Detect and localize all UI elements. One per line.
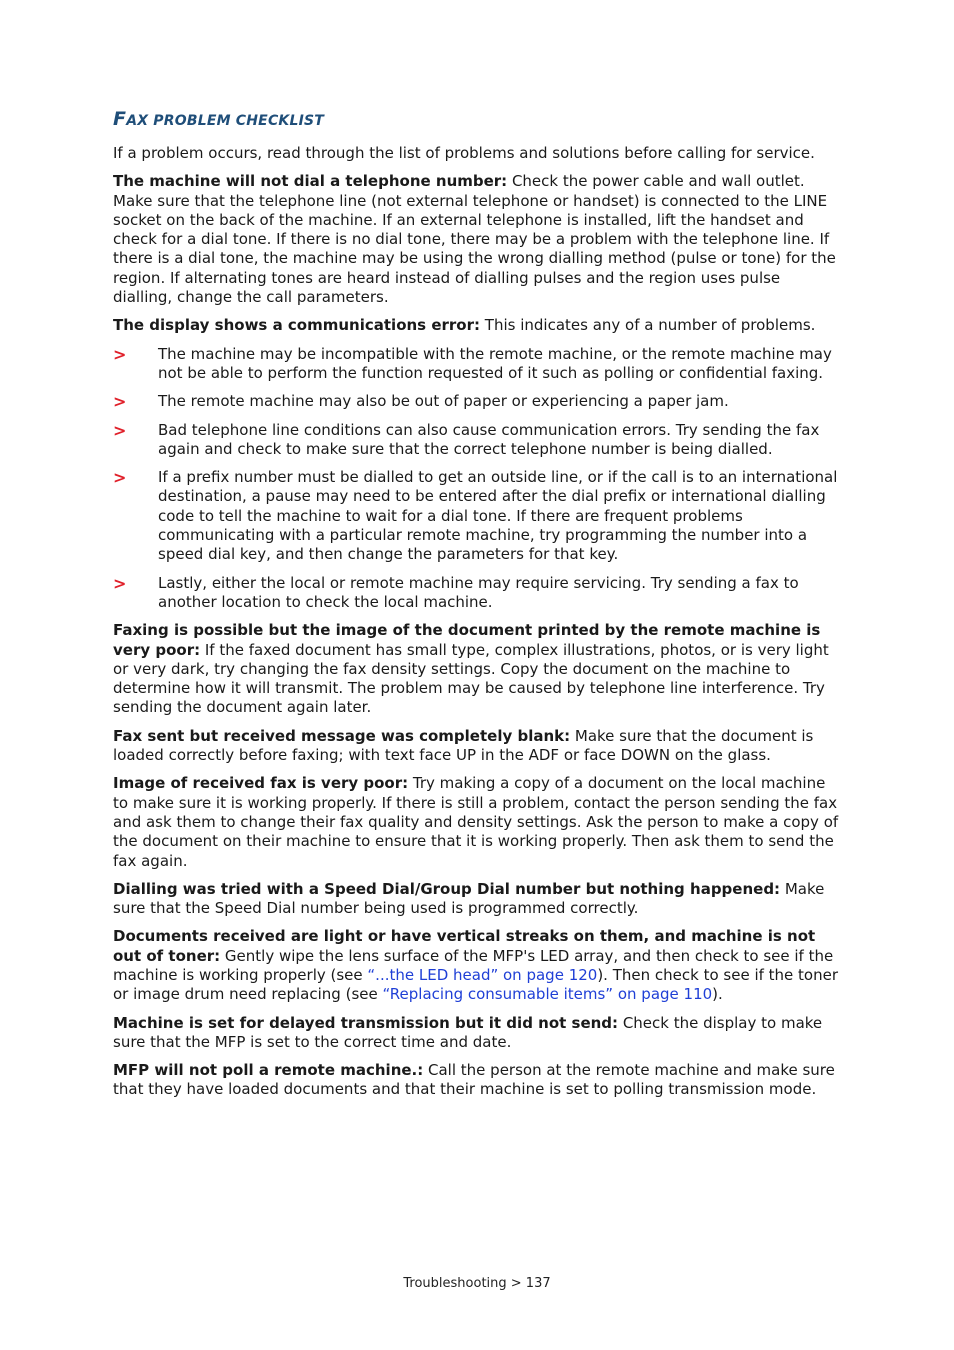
problem-paragraph [113, 774, 843, 870]
problem-heading: Fax sent but received message was completely blank: [113, 726, 571, 745]
problem-paragraph [113, 727, 843, 766]
problem-heading: Faxing is possible but the image of the document printed by the remote machine is very poor: [113, 621, 821, 659]
problem-heading: Documents received are light or have vertical streaks on them, and machine is not out of toner: [113, 927, 816, 965]
bullet-arrow-icon: > [113, 468, 127, 488]
problem-text: Call the person at the remote machine and make sure that they have loaded documents and that their machine is set to polling transmission mode. [113, 1061, 835, 1099]
list-item-text: Lastly, either the local or remote machine may require servicing. Try sending a fax to another location to check the local machine. [158, 573, 799, 611]
problem-paragraph [113, 880, 843, 919]
page-title [113, 108, 843, 130]
intro-paragraph: If a problem occurs, read through the list of problems and solutions before calling for service. [113, 144, 815, 162]
bullet-arrow-icon: > [113, 344, 127, 364]
problem-text: Make sure that the Speed Dial number being used is programmed correctly. [113, 879, 825, 918]
list-item-text: Bad telephone line conditions can also cause communication errors. Try sending the fax again and check to make sure that the correct telephone number is being dialled. [158, 420, 820, 458]
bullet-arrow-icon: > [113, 573, 127, 593]
list-item [113, 468, 843, 564]
problem-heading: The machine will not dial a telephone number: [113, 172, 508, 191]
problem-paragraph [113, 316, 843, 335]
problem-text: Gently wipe the lens surface of the MFP's LED array, and then check to see if the machine is working properly (see [113, 946, 834, 984]
problem-heading: Image of received fax is very poor: [113, 774, 409, 793]
bullet-arrow-icon: > [113, 420, 127, 440]
list-item [113, 392, 843, 411]
problem-paragraph [113, 927, 843, 1004]
list-item [113, 421, 843, 460]
bullet-list [113, 345, 843, 613]
problem-paragraph [113, 1061, 843, 1100]
problem-paragraph [113, 172, 843, 307]
bullet-arrow-icon: > [113, 392, 127, 412]
problem-heading: Dialling was tried with a Speed Dial/Group Dial number but nothing happened: [113, 879, 781, 898]
title-initial: F [113, 108, 127, 130]
led-head-link[interactable]: “...the LED head” on page 120 [367, 965, 598, 984]
list-item-text: If a prefix number must be dialled to get an outside line, or if the call is to an international destination, a pause may need to be entered after the dial prefix or international dialling code to tell the machine to wait for a dial tone. If there are frequent problems communicating with a particular remote machine, try programming the number into a speed dial key, and then change the parameters for that key. [158, 468, 838, 564]
list-item-text: The remote machine may also be out of paper or experiencing a paper jam. [158, 392, 729, 411]
problem-text: ). Then check to see if the toner or image drum need replacing (see [113, 965, 839, 1004]
problem-heading: MFP will not poll a remote machine.: [113, 1061, 424, 1080]
list-item [113, 574, 843, 613]
problem-text: Make sure that the document is loaded correctly before faxing; with text face UP in the ADF or face DOWN on the glass. [113, 726, 814, 765]
page-footer: Troubleshooting > 137 [403, 1276, 551, 1291]
problem-text: If the faxed document has small type, complex illustrations, photos, or is very light or very dark, try changing the fax density settings. Copy the document on the machine to determine how it will transmit. The problem may be caused by telephone line interference. Try sending the document again later. [113, 640, 829, 717]
page-body [113, 108, 843, 1109]
replacing-consumables-link[interactable]: “Replacing consumable items” on page 110 [382, 985, 713, 1004]
list-item [113, 345, 843, 384]
problem-text: This indicates any of a number of problems. [480, 316, 816, 335]
problem-heading: The display shows a communications error: [113, 316, 481, 335]
problem-text: Check the display to make sure that the MFP is set to the correct time and date. [113, 1013, 823, 1051]
problem-paragraph [113, 621, 843, 717]
problem-text: Check the power cable and wall outlet. Make sure that the telephone line (not external telephone or handset) is connected to the LINE socket on the back of the machine. If an external telephone is installed, lift the handset and check for a dial tone. If there is no dial tone, there may be a problem with the telephone line. If there is a dial tone, the machine may be using the wrong dialling method (pulse or tone) for the region. If alternating tones are heard instead of dialling pulses and the region uses pulse dialling, change the call parameters. [113, 172, 836, 307]
problem-heading: Machine is set for delayed transmission but it did not send: [113, 1013, 619, 1032]
problem-text: Try making a copy of a document on the local machine to make sure it is working properly. If there is still a problem, contact the person sending the fax and ask them to change their fax quality and density settings. Ask the person to make a copy of the document on their machine to ensure that it is working properly. Then ask them to send the fax again. [113, 774, 839, 870]
title-rest: AX PROBLEM CHECKLIST [126, 113, 325, 129]
problem-text: ). [712, 985, 723, 1004]
list-item-text: The machine may be incompatible with the remote machine, or the remote machine may not be able to perform the function requested of it such as polling or confidential faxing. [158, 344, 832, 382]
problem-paragraph [113, 1014, 843, 1053]
